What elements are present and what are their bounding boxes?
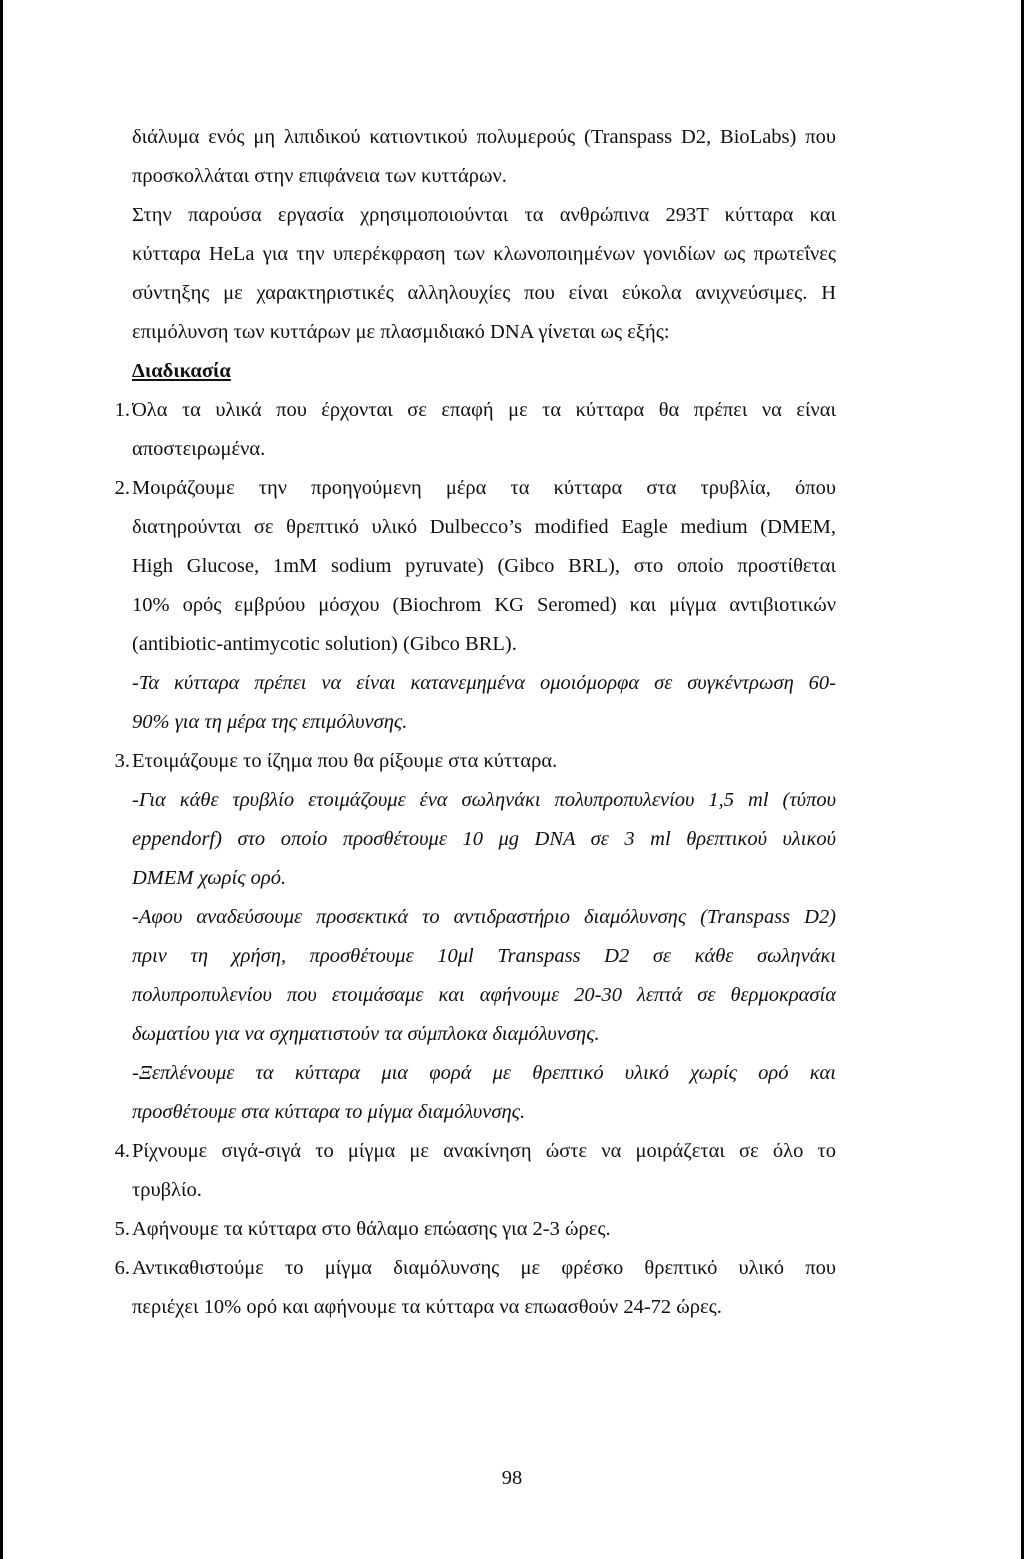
list-item-step-2 xyxy=(114,469,836,742)
text-line: περιέχει 10% ορό και αφήνουμε τα κύτταρα να επωασθούν 24-72 ώρες. xyxy=(132,1296,722,1318)
list-item-step-5 xyxy=(114,1210,836,1249)
text-line: High Glucose, 1mM sodium pyruvate) (Gibco BRL), στο οποίο προστίθεται xyxy=(132,555,836,577)
text-line: Μοιράζουμε την προηγούμενη μέρα τα κύτταρα στα τρυβλία, όπου xyxy=(132,477,836,499)
text-line: Όλα τα υλικά που έρχονται σε επαφή με τα κύτταρα θα πρέπει να είναι xyxy=(132,399,836,421)
list-number: 6. xyxy=(114,1257,130,1279)
text-line: Αντικαθιστούμε το μίγμα διαμόλυνσης με φρέσκο θρεπτικό υλικό που xyxy=(132,1257,836,1279)
note-line: -Για κάθε τρυβλίο ετοιμάζουμε ένα σωληνάκι πολυπροπυλενίου 1,5 ml (τύπου xyxy=(132,789,836,811)
text-line: αποστειρωμένα. xyxy=(132,438,266,460)
note-line: δωματίου για να σχηματιστούν τα σύμπλοκα διαμόλυνσης. xyxy=(132,1023,600,1045)
text-line: επιμόλυνση των κυττάρων με πλασμιδιακό DNA γίνεται ως εξής: xyxy=(132,321,670,343)
list-number: 3. xyxy=(114,750,130,772)
list-number: 1. xyxy=(114,399,130,421)
text-line: 10% ορός εμβρύου μόσχου (Biochrom KG Seromed) και μίγμα αντιβιοτικών xyxy=(132,594,836,616)
text-line: διάλυμα ενός μη λιπιδικού κατιοντικού πολυμερούς (Transpass D2, BioLabs) που xyxy=(132,126,836,148)
text-line: διατηρούνται σε θρεπτικό υλικό Dulbecco’s modified Eagle medium (DMEM, xyxy=(132,516,836,538)
note-line: -Ξεπλένουμε τα κύτταρα μια φορά με θρεπτικό υλικό χωρίς ορό και xyxy=(132,1062,836,1084)
text-line: Ετοιμάζουμε το ίζημα που θα ρίξουμε στα κύτταρα. xyxy=(132,750,558,772)
list-number: 2. xyxy=(114,477,130,499)
note-line: DMEM χωρίς ορό. xyxy=(132,867,287,889)
note-line: -Αφου αναδεύσουμε προσεκτικά το αντιδραστήριο διαμόλυνσης (Transpass D2) xyxy=(132,906,836,928)
page-number: 98 xyxy=(501,1467,523,1489)
note-line: πολυπροπυλενίου που ετοιμάσαμε και αφήνουμε 20-30 λεπτά σε θερμοκρασία xyxy=(132,984,836,1006)
note-line: προσθέτουμε στα κύτταρα το μίγμα διαμόλυνσης. xyxy=(132,1101,526,1123)
note-line: -Τα κύτταρα πρέπει να είναι κατανεμημένα ομοιόμορφα σε συγκέντρωση 60- xyxy=(132,672,836,694)
list-number: 5. xyxy=(114,1218,130,1240)
text-line: τρυβλίο. xyxy=(132,1179,202,1201)
intro-paragraph xyxy=(132,118,836,196)
list-item-step-1 xyxy=(114,391,836,469)
text-line: κύτταρα HeLa για την υπερέκφραση των κλωνοποιημένων γονιδίων ως πρωτεΐνες xyxy=(132,243,836,265)
text-line: Στην παρούσα εργασία χρησιμοποιούνται τα ανθρώπινα 293Τ κύτταρα και xyxy=(132,204,836,226)
text-line: σύντηξης με χαρακτηριστικές αλληλουχίες που είναι εύκολα ανιχνεύσιμες. Η xyxy=(132,282,836,304)
list-number: 4. xyxy=(114,1140,130,1162)
page-body xyxy=(114,118,836,1327)
note-line: πριν τη χρήση, προσθέτουμε 10μl Transpass D2 σε κάθε σωληνάκι xyxy=(132,945,836,967)
list-item-step-3 xyxy=(114,742,836,1132)
text-line: (antibiotic-antimycotic solution) (Gibco BRL). xyxy=(132,633,517,655)
note-line: 90% για τη μέρα της επιμόλυνσης. xyxy=(132,711,408,733)
paragraph xyxy=(132,196,836,352)
text-line: Ρίχνουμε σιγά-σιγά το μίγμα με ανακίνηση ώστε να μοιράζεται σε όλο το xyxy=(132,1140,836,1162)
section-heading: Διαδικασία xyxy=(132,360,231,382)
list-item-step-6 xyxy=(114,1249,836,1327)
text-line: προσκολλάται στην επιφάνεια των κυττάρων. xyxy=(132,165,507,187)
list-item-step-4 xyxy=(114,1132,836,1210)
note-line: eppendorf) στο οποίο προσθέτουμε 10 μg DNA σε 3 ml θρεπτικού υλικού xyxy=(132,828,836,850)
text-line: Αφήνουμε τα κύτταρα στο θάλαμο επώασης για 2-3 ώρες. xyxy=(132,1218,611,1240)
